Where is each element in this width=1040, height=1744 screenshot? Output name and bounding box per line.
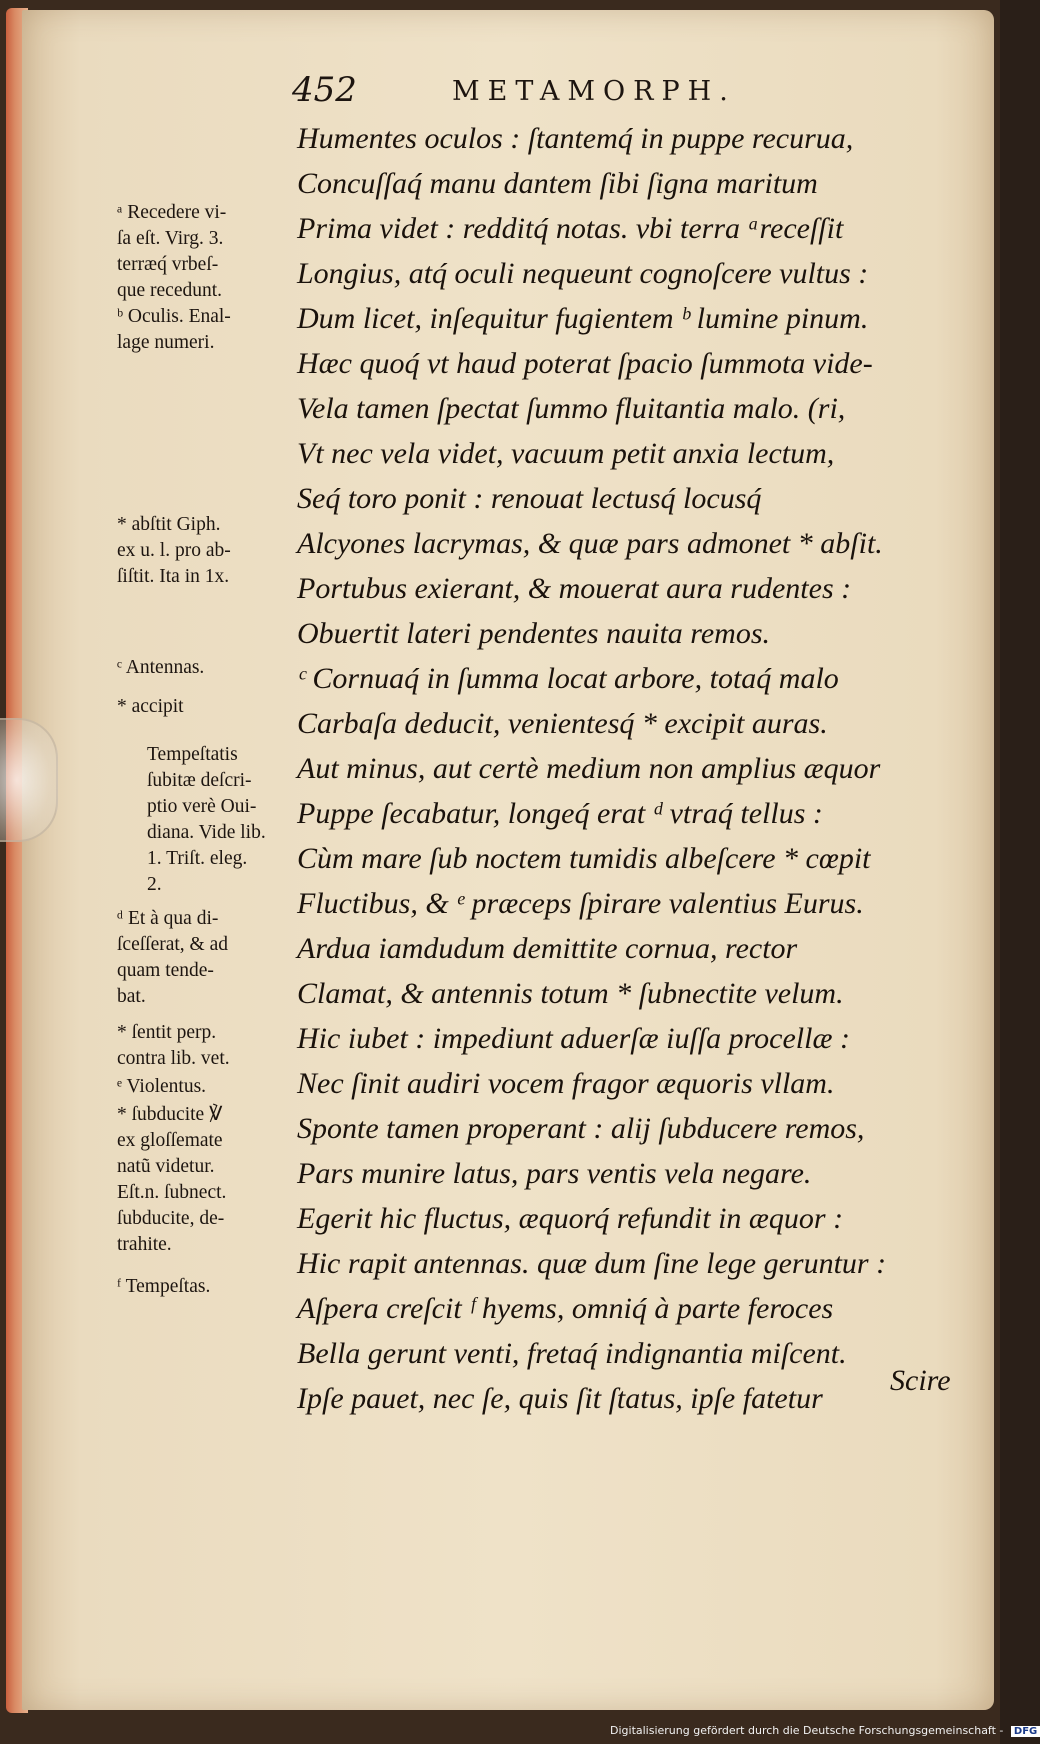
verse-line: Cùm mare ſub noctem tumidis albeſcere * cœpit [297,842,871,875]
verse-line: Alcyones lacrymas, & quæ pars admonet * abſit. [297,527,883,560]
verse-line: Ipſe pauet, nec ſe, quis ſit ſtatus, ipſe fatetur [297,1382,823,1415]
verse-line: Portubus exierant, & mouerat aura rudentes : [297,572,852,605]
verse-line: Egerit hic fluctus, æquorq́ refundit in æquor : [297,1202,844,1235]
marginal-note: * ſubducite ℣ ex gloſſemate natũ videtur. Eſt.n. ſubnect. ſubducite, de- trahite. [117,1104,227,1255]
marginal-note: ᵉ Violentus. [117,1076,207,1097]
marginal-note: Tempeſtatis ſubitæ deſcri- ptio verè Oui- diana. Vide lib. 1. Triſt. eleg. 2. [147,744,266,895]
marginal-note: ᶜ Antennas. [117,657,205,678]
verse-line: Hæc quoq́ vt haud poterat ſpacio ſummota vide- [297,347,873,380]
verse-line: Puppe ſecabatur, longeq́ erat ᵈ vtraq́ tellus : [297,797,823,830]
digitization-credit [610,1724,1040,1737]
verse-line: Bella gerunt venti, fretaq́ indignantia miſcent. [297,1337,847,1370]
verse-line: Aut minus, aut certè medium non amplius æquor [297,752,881,785]
verse-line: Prima videt : redditq́ notas. vbi terra ᵃreceſſit [297,212,844,245]
verse-line: Vela tamen ſpectat ſummo fluitantia malo. (ri, [297,392,846,425]
verse-line: Dum licet, inſequitur fugientem ᵇ lumine pinum. [297,302,869,335]
verse-line: Seq́ toro ponit : renouat lectusq́ locusq́ [297,482,762,515]
marginal-note: ᵈ Et à qua di- ſceſſerat, & ad quam tende- bat. [117,908,228,1007]
catchword: Scire [890,1364,951,1397]
verse-line: ᶜ Cornuaq́ in ſumma locat arbore, totaq́ malo [297,662,839,695]
verse-line: Ardua iamdudum demittite cornua, rector [297,932,798,965]
page-number: 452 [292,70,357,110]
marginal-note: * abſtit Giph. ex u. l. pro ab- ſiſtit. Ita in 1x. [117,514,231,587]
marginal-note: * accipit [117,696,184,717]
verse-line: Clamat, & antennis totum * ſubnectite velum. [297,977,844,1010]
verse-line: Hic rapit antennas. quæ dum ſine lege geruntur : [297,1247,887,1280]
verse-line: Pars munire latus, pars ventis vela negare. [297,1157,812,1190]
marginal-note: * ſentit perp. contra lib. vet. [117,1022,230,1069]
credit-text: Digitalisierung gefördert durch die Deutsche Forschungsgemeinschaft - [610,1724,1004,1737]
verse-text [297,116,967,1421]
verse-line: Fluctibus, & ᵉ præceps ſpirare valentius Eurus. [297,887,864,920]
verse-line: Obuertit lateri pendentes nauita remos. [297,617,770,650]
dfg-logo: DFG [1011,1726,1040,1737]
verse-line: Hic iubet : impediunt aduerſæ iuſſa procellæ : [297,1022,850,1055]
verse-line: Humentes oculos : ſtantemq́ in puppe recurua, [297,122,854,155]
verse-line: Nec ſinit audiri vocem fragor æquoris vllam. [297,1067,835,1100]
verse-line: Sponte tamen properant : alij ſubducere remos, [297,1112,865,1145]
marginal-note: ᶠ Tempeſtas. [117,1276,211,1297]
verse-line: Aſpera creſcit ᶠ hyems, omniq́ à parte feroces [297,1292,834,1325]
verse-line: Longius, atq́ oculi nequeunt cognoſcere vultus : [297,257,869,290]
verse-line: Carbaſa deducit, venientesq́ * excipit auras. [297,707,828,740]
page-clamp [0,718,58,842]
verse-line: Concuſſaq́ manu dantem ſibi ſigna maritum [297,167,818,200]
running-head: METAMORPH. [452,76,736,107]
verse-line: Vt nec vela videt, vacuum petit anxia lectum, [297,437,835,470]
marginal-note: ᵃ Recedere vi- ſa eſt. Virg. 3. terræq́ vrbeſ- que recedunt. ᵇ Oculis. Enal- lage numeri. [117,202,231,353]
